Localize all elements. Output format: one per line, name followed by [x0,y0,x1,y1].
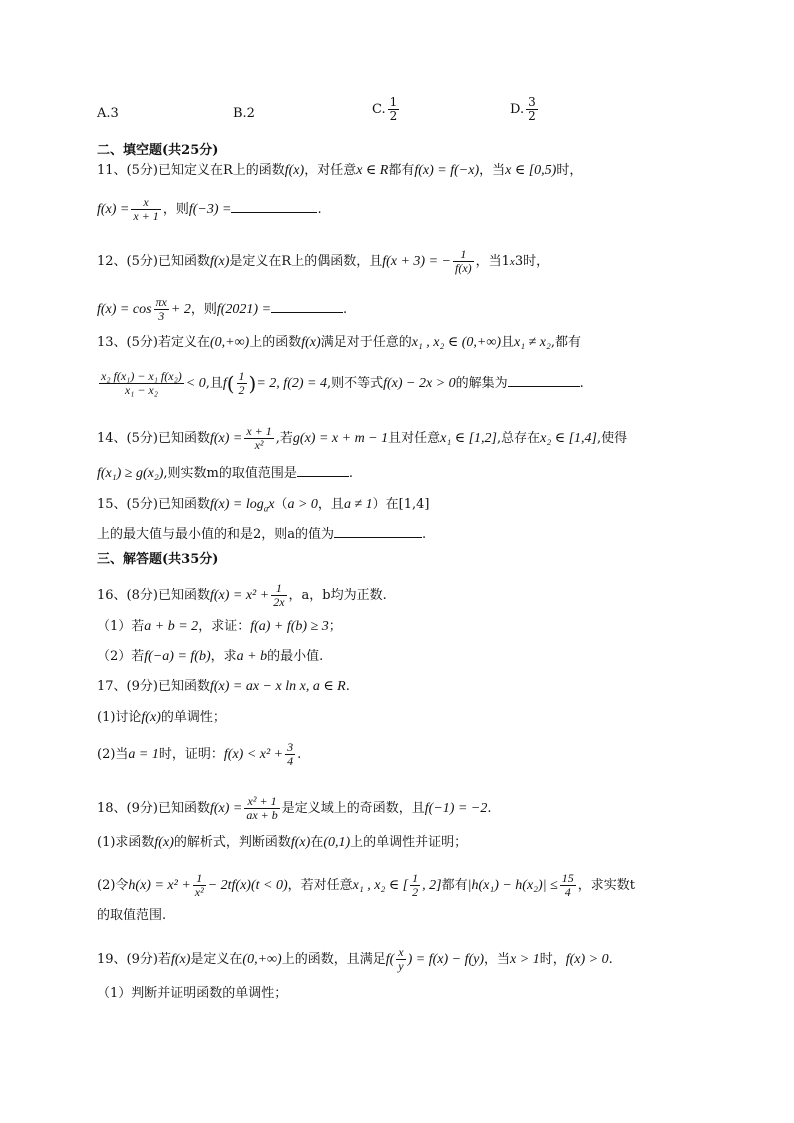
question-19: 19、(9分)若f(x)是定义在(0,+∞)上的函数，且满足f( $\frac{x}{y}$ ) = f(x) − f(y)，当x > 1时，f(x) > 0. [97,945,613,973]
question-17: 17、(9分)已知函数f(x) = ax − x ln x, a ∈ R. [97,679,350,694]
question-19-part1: （1）判断并证明函数的单调性； [97,986,288,1001]
question-11: 11、(5分)已知定义在R上的函数f(x)，对任意x ∈ R都有f(x) = f(−x)，当x ∈ [0,5)时， [97,163,583,178]
question-18-part2-line2: 的取值范围. [97,908,167,923]
answer-blank [334,537,422,538]
question-16-part2: （2）若f(−a) = f(b)，求a + b的最小值. [97,649,324,664]
option-c: C. $\frac{1}{2}$ [372,95,398,123]
answer-blank [271,312,343,313]
section-2-title: 二、填空题(共25分) [97,143,219,158]
question-16: 16、(8分)已知函数f(x) = x² + $\frac{1}{2x}$ ，a，b均为正数. [97,581,387,609]
question-14-line2: f(x₁) ≥ g(x₂),则实数m的取值范围是 . [97,466,353,481]
question-13-line2: $\frac{\text{x₂ f(x₁) − x₁ f(x₂)}}{\text{x₁ − x₂}}$ < 0,且f( $\frac{1}{2}$ )= 2, f(2) = 4,则不等式f(x) − 2x > 0的解集为 . [101,369,584,397]
answer-blank [508,386,580,387]
question-18: 18、(9分)已知函数f(x) = $\frac{\text{x² + 1}}{ax + b}$ 是定义域上的奇函数，且f(−1) = −2. [97,794,492,822]
question-15: 15、(5分)已知函数$f(x) = \log_ax(a > 0$，且a ≠ 1）在[1,4] [97,497,430,514]
question-18-part2: (2)令h(x) = x² + $\frac{1}{\text{x²}}$ − 2tf(x)(t < 0)，若对任意x₁ , x₂ ∈ [ $\frac{1}{2}$ , 2]都有|h(x₁) − h(x₂)| ≤ $\frac{15}{4}$ ，求实数t [97,871,635,899]
answer-blank [297,476,349,477]
question-16-part1: （1）若a + b = 2，求证：f(a) + f(b) ≥ 3； [97,619,342,634]
question-15-line2: 上的最大值与最小值的和是2，则a的值为 . [97,527,427,542]
section-3-title: 三、解答题(共35分) [97,552,219,567]
question-14: 14、(5分)已知函数f(x) = $\frac{x + 1}{\text{x²}}$ ,若g(x) = x + m − 1且对任意x₁ ∈ [1,2],总存在x₂ ∈ [1,4],使得 [97,424,628,452]
question-18-part1: (1)求函数f(x)的解析式，判断函数f(x)在(0,1)上的单调性并证明； [97,835,468,850]
option-d: D. $\frac{3}{2}$ [510,95,536,123]
answer-blank [231,212,317,213]
question-17-part1: (1)讨论f(x)的单调性； [97,710,226,725]
question-12-line2: f(x) = cos $\frac{\pi x}{3}$ + 2，则f(2021) = . [97,295,348,323]
option-a: A.3 [97,106,119,121]
option-b: B.2 [233,106,255,121]
question-13: 13、(5分)若定义在(0,+∞)上的函数f(x)满足对于任意的x₁ , x₂ ∈ (0,+∞)且x₁ ≠ x₂,都有 [97,335,581,350]
question-17-part2: (2)当a = 1时，证明：f(x) < x² + $\frac{3}{4}$ . [97,740,302,768]
question-11-line2: f(x) = $\frac{x}{x + 1}$ ，则f(−3) = . [97,195,322,223]
question-12: 12、(5分)已知函数f(x)是定义在R上的偶函数，且f(x + 3) = − $\frac{1}{f(x)}$ ，当1x3时， [97,247,550,275]
